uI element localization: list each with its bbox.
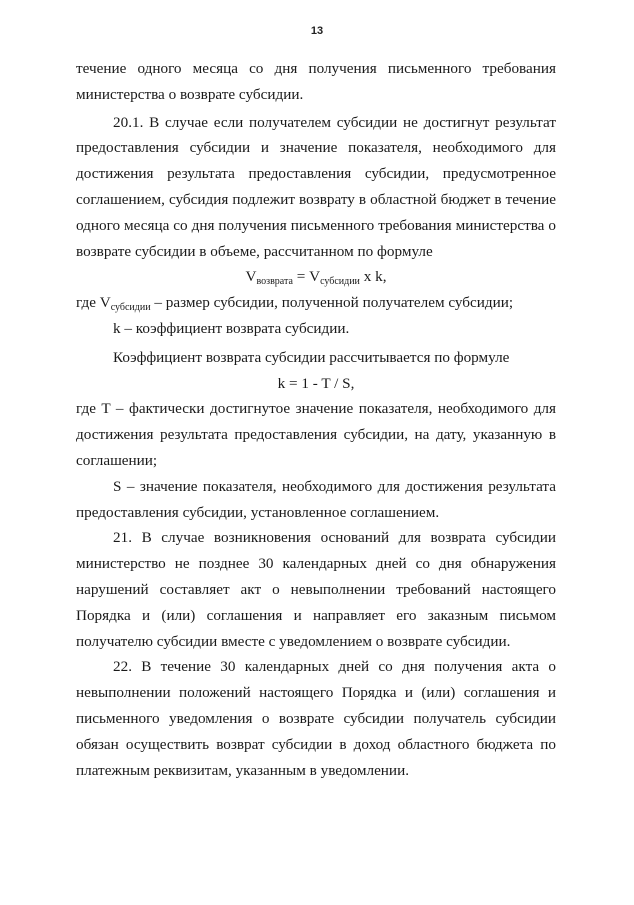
paragraph-continuation: течение одного месяца со дня получения письменного требования министерства о возврате субсидии. [76, 60, 556, 103]
definition-sub: субсидии [110, 302, 151, 314]
document-body [76, 56, 556, 783]
paragraph-20-1: 20.1. В случае если получателем субсидии не достигнут результат предоставления субсидии и значение показателя, необходимого для достижения результата предоставления субсидии, предусмотренное соглашением, субсидия подлежит возврату в областной бюджет в течение одного месяца со дня получения письменного требования министерства о возврате субсидии в объеме, рассчитанном по формуле [76, 113, 556, 260]
definition-k: k – коэффициент возврата субсидии. [113, 319, 350, 337]
formula-rhs-var: V [309, 268, 321, 286]
definition-s: S – значение показателя, необходимого для достижения результата предоставления субсидии, установленное соглашением. [76, 477, 556, 521]
formula-rhs-tail: x k, [359, 268, 387, 286]
formula-coefficient: k = 1 - T / S, [277, 374, 355, 392]
page-number: 13 [310, 25, 324, 37]
formula-lhs-var: V [245, 268, 257, 286]
definition-suffix: – размер субсидии, полученной получателем субсидии; [150, 294, 514, 312]
definition-v-subsidy [76, 290, 556, 316]
coefficient-intro: Коэффициент возврата субсидии рассчитывается по формуле [113, 348, 510, 366]
definition-t: где T – фактически достигнутое значение показателя, необходимого для достижения результата предоставления субсидии, на дату, указанную в соглашении; [76, 400, 556, 469]
formula-refund-volume [76, 264, 556, 290]
definition-prefix: где V [76, 294, 111, 312]
paragraph-22: 22. В течение 30 календарных дней со дня получения акта о невыполнении положений настоящего Порядка и (или) соглашения и письменного уведомления о возврате субсидии получатель субсидии обязан осуществить возврат субсидии в доход областного бюджета по платежным реквизитам, указанным в уведомлении. [76, 658, 556, 779]
formula-lhs-sub: возврата [256, 276, 293, 288]
formula-equals: = [292, 268, 310, 286]
paragraph-21: 21. В случае возникновения оснований для возврата субсидии министерство не позднее 30 календарных дней со дня обнаружения нарушений составляет акт о невыполнении требований настоящего Порядка и (или) соглашения и направляет его заказным письмом получателю субсидии вместе с уведомлением о возврате субсидии. [76, 529, 556, 650]
formula-rhs-sub: субсидии [320, 276, 360, 288]
